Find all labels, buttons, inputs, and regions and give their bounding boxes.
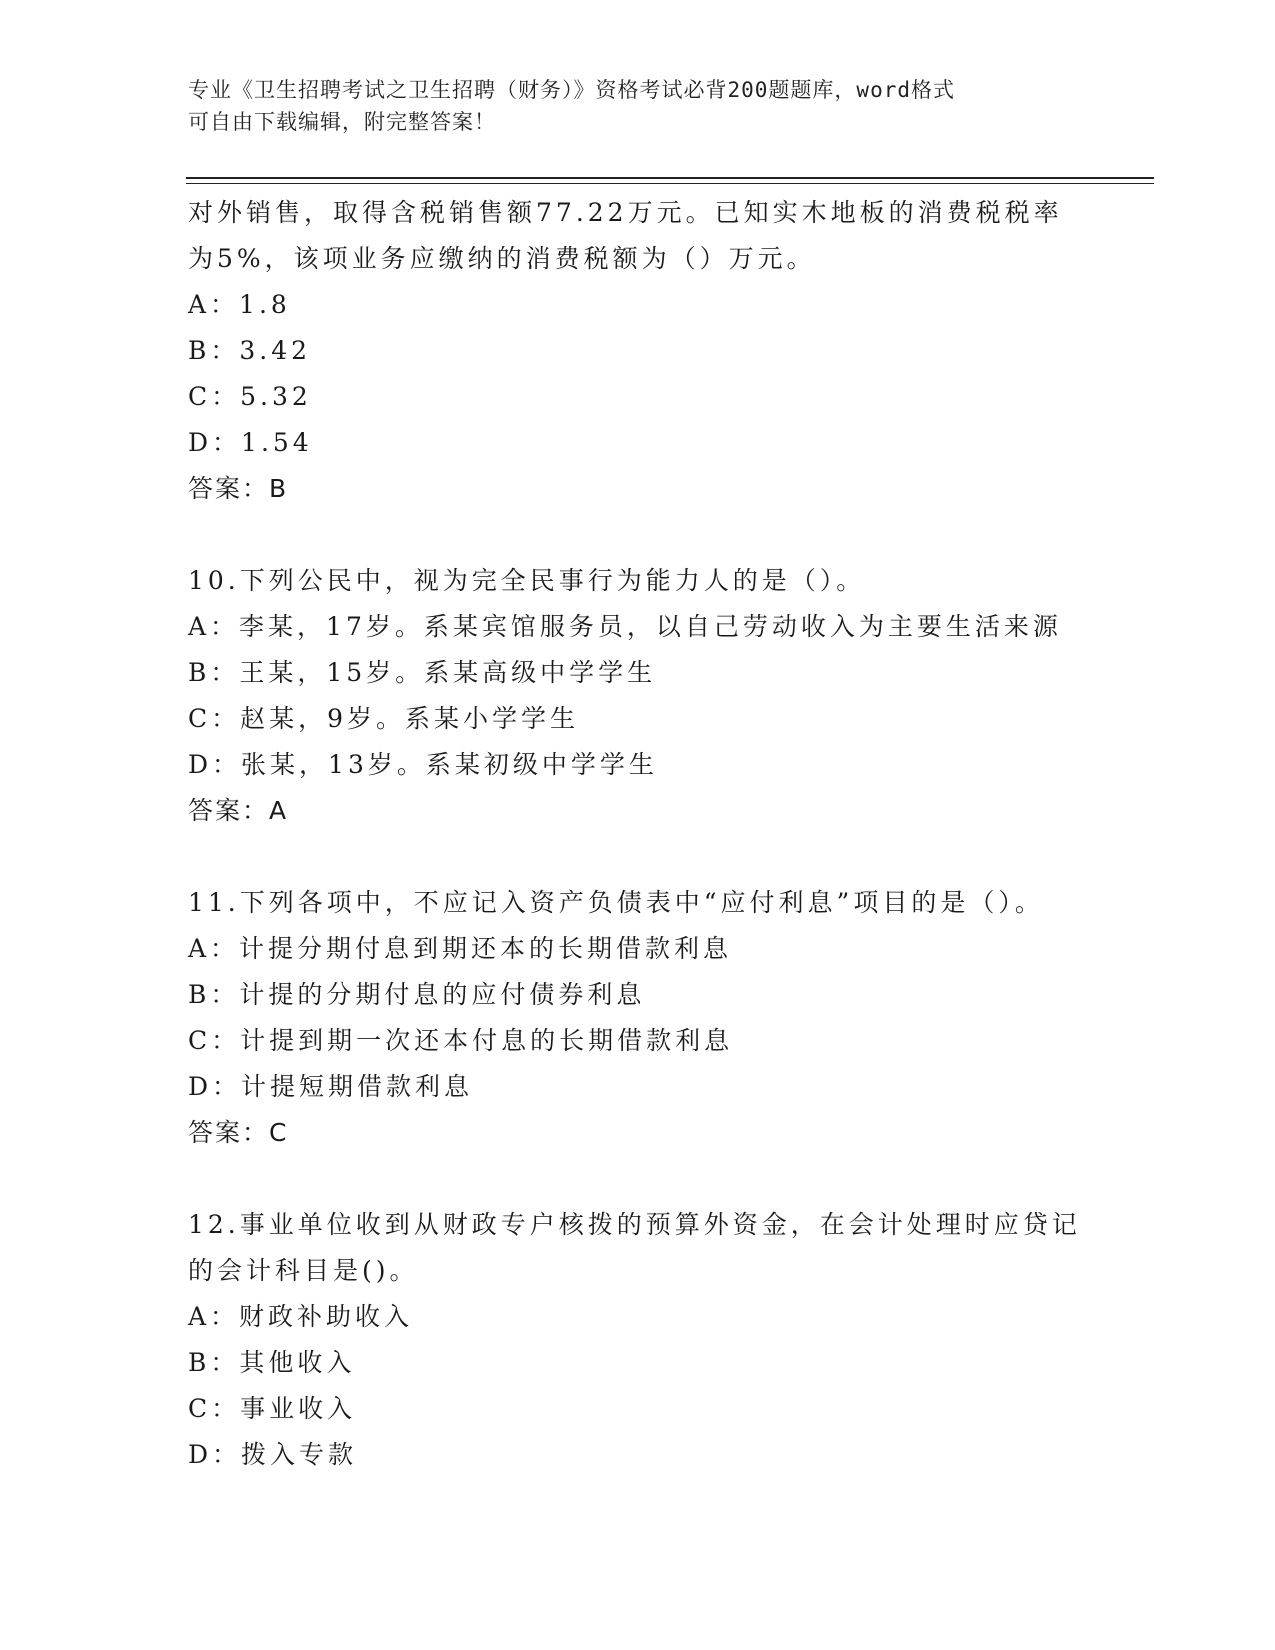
question-text: 的会计科目是()。 <box>188 1256 419 1285</box>
question-9 <box>188 190 1088 512</box>
option-c: C：赵某，9岁。系某小学学生 <box>188 704 580 733</box>
question-text: 11.下列各项中，不应记入资产负债表中“应付利息”项目的是（）。 <box>188 888 1044 917</box>
document-header <box>188 74 1088 138</box>
question-text: 12.事业单位收到从财政专户核拨的预算外资金，在会计处理时应贷记 <box>188 1210 1081 1239</box>
option-b: B：计提的分期付息的应付债券利息 <box>188 980 646 1009</box>
question-text: 10.下列公民中，视为完全民事行为能力人的是（）。 <box>188 566 866 595</box>
spacer <box>188 1156 1088 1202</box>
option-a: A：李某，17岁。系某宾馆服务员，以自己劳动收入为主要生活来源 <box>188 612 1062 641</box>
spacer <box>188 834 1088 880</box>
question-text: 对外销售，取得含税销售额77.22万元。已知实木地板的消费税税率 <box>188 198 1063 227</box>
spacer <box>188 512 1088 558</box>
option-c: C：事业收入 <box>188 1394 357 1423</box>
answer: 答案：A <box>188 796 289 825</box>
question-text: 为5%，该项业务应缴纳的消费税额为（）万元。 <box>188 244 816 273</box>
header-title-line-2: 可自由下载编辑，附完整答案！ <box>188 110 496 134</box>
header-title-line-1: 专业《卫生招聘考试之卫生招聘（财务）》资格考试必背200题题库，word格式 <box>188 78 955 102</box>
question-10 <box>188 558 1088 834</box>
question-list <box>188 190 1088 1478</box>
option-c: C：5.32 <box>188 382 312 411</box>
option-b: B：王某，15岁。系某高级中学学生 <box>188 658 657 687</box>
option-b: B：3.42 <box>188 336 312 365</box>
answer: 答案：B <box>188 474 289 503</box>
header-divider-thin <box>186 183 1154 184</box>
answer: 答案：C <box>188 1118 289 1147</box>
option-c: C：计提到期一次还本付息的长期借款利息 <box>188 1026 734 1055</box>
question-11 <box>188 880 1088 1156</box>
header-divider-thick <box>186 177 1154 179</box>
option-d: D：1.54 <box>188 428 313 457</box>
option-d: D：计提短期借款利息 <box>188 1072 474 1101</box>
question-12 <box>188 1202 1088 1478</box>
option-b: B：其他收入 <box>188 1348 356 1377</box>
option-a: A：财政补助收入 <box>188 1302 414 1331</box>
option-d: D：张某，13岁。系某初级中学学生 <box>188 750 658 779</box>
option-a: A：计提分期付息到期还本的长期借款利息 <box>188 934 733 963</box>
option-a: A：1.8 <box>188 290 291 319</box>
option-d: D：拨入专款 <box>188 1440 358 1469</box>
